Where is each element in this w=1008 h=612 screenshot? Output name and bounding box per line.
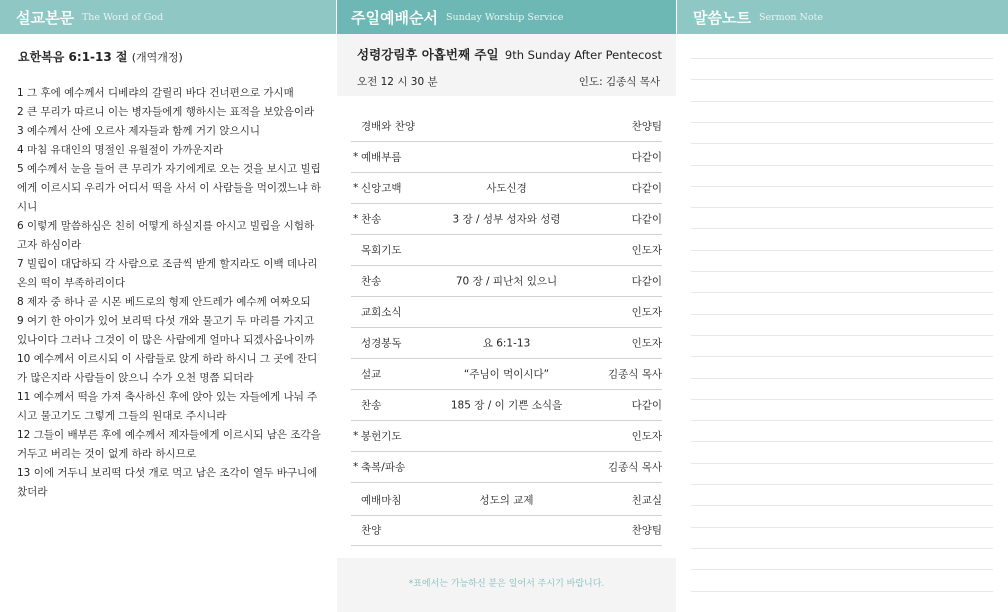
scripture-header — [0, 0, 336, 34]
verse-line: 9 여기 한 아이가 있어 보리떡 다섯 개와 물고기 두 마리를 가지고 있나이다 그러나 그것이 이 많은 사람에게 얼마나 되겠사옵나이까 — [17, 315, 315, 346]
note-rule-line — [691, 441, 993, 442]
order-item-leader: 김종식 목사 — [607, 461, 662, 473]
order-item-name: 축복/파송 — [361, 461, 406, 473]
order-item-leader: 다같이 — [631, 399, 662, 411]
note-rule-line — [691, 548, 993, 549]
scripture-column — [0, 0, 336, 612]
order-item-name: 성경봉독 — [361, 337, 402, 349]
note-rule-line — [691, 250, 993, 251]
order-item-detail: 3 장 / 성부 성자와 성령 — [452, 213, 561, 225]
note-rule-line — [691, 228, 993, 229]
sermon-note-column — [677, 0, 1008, 612]
order-item-name: 경배와 찬양 — [361, 120, 416, 132]
note-rule-line — [691, 484, 993, 485]
verse-line: 5 예수께서 눈을 들어 큰 무리가 자기에게로 오는 것을 보시고 빌립에게 이르시되 우리가 어디서 떡을 사서 이 사람들을 먹이겠느냐 하시니 — [17, 163, 321, 213]
order-item-name: 목회기도 — [361, 244, 402, 256]
note-rule-line — [691, 292, 993, 293]
note-rule-line — [691, 314, 993, 315]
order-item-leader: 다같이 — [631, 275, 662, 287]
verse-line: 1 그 후에 예수께서 디베랴의 갈릴리 바다 건너편으로 가시매 — [17, 87, 294, 99]
note-rule-line — [691, 569, 993, 570]
order-item-leader: 김종식 목사 — [607, 368, 662, 380]
note-rule-line — [691, 58, 993, 59]
order-list — [337, 96, 676, 558]
order-item-leader: 다같이 — [631, 151, 662, 163]
order-star: * — [353, 150, 359, 163]
order-row — [351, 514, 662, 546]
note-rule-line — [691, 79, 993, 80]
note-rule-line — [691, 420, 993, 421]
worship-header-subtitle: Sunday Worship Service — [445, 11, 564, 23]
order-item-name: 교회소식 — [361, 306, 402, 318]
worship-header-title: 주일예배순서 — [351, 8, 438, 27]
order-item-leader: 친교실 — [631, 494, 662, 506]
order-item-name: 신앙고백 — [361, 182, 402, 194]
order-row — [351, 234, 662, 266]
order-item-leader: 인도자 — [631, 337, 662, 349]
order-item-name: 예배부름 — [361, 151, 402, 163]
note-rule-line — [691, 356, 993, 357]
note-header-title: 말씀노트 — [693, 8, 751, 27]
standing-footnote: *표에서는 가능하신 분은 일어서 주시기 바랍니다. — [408, 579, 605, 589]
order-star: * — [353, 212, 359, 225]
order-item-leader: 다같이 — [631, 182, 662, 194]
verse-line: 12 그들이 배부른 후에 예수께서 제자들에게 이르시되 남은 조각을 거두고 버리는 것이 없게 하라 하시므로 — [17, 429, 321, 460]
order-item-name: 찬송 — [361, 213, 382, 225]
verse-list — [17, 84, 323, 502]
order-row — [351, 420, 662, 452]
note-rule-line — [691, 505, 993, 506]
order-item-detail: “주님이 먹이시다” — [463, 368, 550, 380]
order-row — [351, 389, 662, 421]
order-item-detail: 185 장 / 이 기쁜 소식을 — [450, 399, 563, 411]
verse-line: 8 제자 중 하나 곧 시몬 베드로의 형제 안드레가 예수께 여짜오되 — [17, 296, 311, 308]
service-info — [337, 34, 676, 96]
note-rule-line — [691, 101, 993, 102]
order-item-name: 찬송 — [361, 275, 382, 287]
order-row — [351, 110, 662, 142]
note-header — [677, 0, 1008, 34]
service-title — [357, 45, 662, 63]
scripture-header-subtitle: The Word of God — [81, 11, 164, 23]
note-rule-line — [691, 165, 993, 166]
service-leader: 인도: 김종식 목사 — [578, 76, 660, 88]
verse-line: 10 예수께서 이르시되 이 사람들로 앉게 하라 하시니 그 곳에 잔디가 많은지라 사람들이 앉으니 수가 오천 명쯤 되더라 — [17, 353, 318, 384]
order-row — [351, 484, 662, 516]
order-star: * — [353, 429, 359, 442]
note-rule-line — [691, 186, 993, 187]
note-rule-line — [691, 378, 993, 379]
order-item-name: 설교 — [361, 368, 382, 380]
worship-header — [337, 0, 676, 34]
order-row — [351, 141, 662, 173]
service-title-en: 9th Sunday After Pentecost — [504, 48, 662, 62]
verse-line: 4 마침 유대인의 명절인 유월절이 가까운지라 — [17, 144, 223, 156]
note-rule-line — [691, 335, 993, 336]
order-row — [351, 203, 662, 235]
scripture-version: (개역개정) — [131, 51, 183, 64]
order-item-detail: 요 6:1-13 — [482, 337, 531, 349]
order-item-leader: 인도자 — [631, 306, 662, 318]
order-item-name: 찬양 — [361, 524, 382, 536]
service-title-ko: 성령강림후 아홉번째 주일 — [357, 47, 499, 62]
note-header-subtitle: Sermon Note — [758, 11, 823, 23]
order-item-leader: 다같이 — [631, 213, 662, 225]
note-rule-line — [691, 463, 993, 464]
order-row — [351, 172, 662, 204]
service-time: 오전 12 시 30 분 — [357, 76, 438, 88]
verse-line: 11 예수께서 떡을 가져 축사하신 후에 앉아 있는 자들에게 나눠 주시고 물고기도 그렇게 그들의 원대로 주시니라 — [17, 391, 318, 422]
order-item-name: 봉헌기도 — [361, 430, 402, 442]
scripture-reference — [18, 48, 183, 65]
order-row — [351, 358, 662, 390]
order-item-detail: 70 장 / 피난처 있으니 — [455, 275, 558, 287]
order-row — [351, 265, 662, 297]
worship-order-column — [337, 0, 676, 612]
order-item-leader: 인도자 — [631, 430, 662, 442]
order-row — [351, 327, 662, 359]
order-star: * — [353, 460, 359, 473]
order-row — [351, 451, 662, 483]
order-item-leader: 인도자 — [631, 244, 662, 256]
order-star: * — [353, 181, 359, 194]
order-item-detail: 성도의 교제 — [479, 494, 534, 506]
order-row — [351, 296, 662, 328]
scripture-header-title: 설교본문 — [16, 8, 74, 27]
verse-line: 7 빌립이 대답하되 각 사람으로 조금씩 받게 할지라도 이백 데나리온의 떡이 부족하리이다 — [17, 258, 318, 289]
verse-line: 3 예수께서 산에 오르사 제자들과 함께 거기 앉으시니 — [17, 125, 261, 137]
note-rule-line — [691, 207, 993, 208]
note-rule-line — [691, 399, 993, 400]
order-item-leader: 찬양팀 — [631, 120, 662, 132]
verse-line: 13 이에 거두니 보리떡 다섯 개로 먹고 남은 조각이 열두 바구니에 찼더라 — [17, 467, 318, 498]
order-item-leader: 찬양팀 — [631, 524, 662, 536]
order-item-detail: 사도신경 — [486, 182, 527, 194]
scripture-ref: 요한복음 6:1-13 절 — [18, 50, 128, 64]
order-item-name: 찬송 — [361, 399, 382, 411]
order-item-name: 예배마침 — [361, 494, 402, 506]
note-rule-line — [691, 143, 993, 144]
note-rule-line — [691, 271, 993, 272]
verse-line: 6 이렇게 말씀하심은 친히 어떻게 하실지를 아시고 빌립을 시험하고자 하심이라 — [17, 220, 315, 251]
verse-line: 2 큰 무리가 따르니 이는 병자들에게 행하시는 표적을 보았음이라 — [17, 106, 315, 118]
note-rule-line — [691, 122, 993, 123]
note-rule-line — [691, 591, 993, 592]
note-rule-line — [691, 527, 993, 528]
